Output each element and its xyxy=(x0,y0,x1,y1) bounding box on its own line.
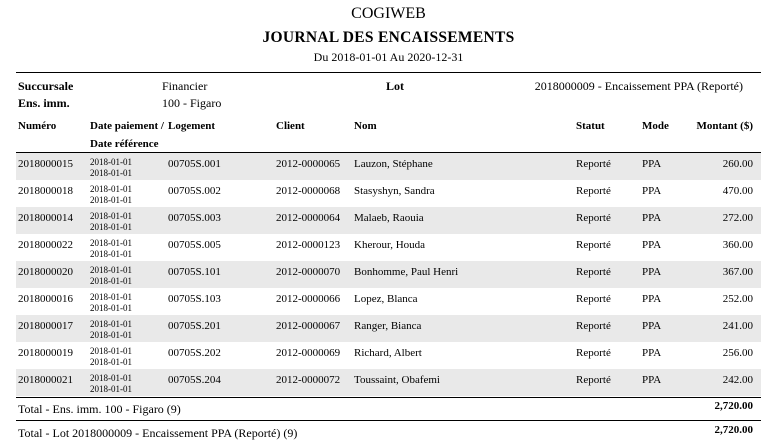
table-row xyxy=(16,153,761,180)
cell-numero: 2018000021 xyxy=(18,374,73,386)
cell-logement: 00705S.101 xyxy=(168,266,221,278)
cell-nom: Lopez, Blanca xyxy=(354,293,418,305)
cell-nom: Kherour, Houda xyxy=(354,239,426,251)
cell-nom: Stasyshyn, Sandra xyxy=(354,185,435,197)
lot-value: 2018000009 - Encaissement PPA (Reporté) xyxy=(534,79,743,93)
cell-nom: Richard, Albert xyxy=(354,347,422,359)
cell-mode: PPA xyxy=(642,347,662,359)
col-mode: Mode xyxy=(642,120,669,132)
col-client: Client xyxy=(276,120,305,132)
col-nom: Nom xyxy=(354,120,377,132)
cell-statut: Reporté xyxy=(576,158,611,170)
cell-logement: 00705S.005 xyxy=(168,239,221,251)
cell-date-reference: 2018-01-01 xyxy=(90,330,132,340)
table-row xyxy=(16,207,761,234)
cell-date-reference: 2018-01-01 xyxy=(90,357,132,367)
date-range: Du 2018-01-01 Au 2020-12-31 xyxy=(313,50,464,64)
ens-value: 100 - Figaro xyxy=(162,96,222,110)
cell-date-paiement: 2018-01-01 xyxy=(90,292,132,302)
table-row xyxy=(16,234,761,261)
cell-logement: 00705S.202 xyxy=(168,347,221,359)
cell-logement: 00705S.201 xyxy=(168,320,221,332)
cell-statut: Reporté xyxy=(576,212,611,224)
top-rule xyxy=(16,72,761,73)
cell-montant: 256.00 xyxy=(722,347,753,359)
cell-numero: 2018000018 xyxy=(18,185,73,197)
cell-mode: PPA xyxy=(642,374,662,386)
col-date-paiement: Date paiement / xyxy=(90,120,164,132)
cell-date-reference: 2018-01-01 xyxy=(90,249,132,259)
table-row xyxy=(16,288,761,315)
col-numero: Numéro xyxy=(18,120,57,132)
cell-nom: Ranger, Bianca xyxy=(354,320,422,332)
total-lot-value: 2,720.00 xyxy=(714,424,753,436)
cell-mode: PPA xyxy=(642,239,662,251)
cell-client: 2012-0000070 xyxy=(276,266,341,278)
cell-date-paiement: 2018-01-01 xyxy=(90,157,132,167)
total-rule xyxy=(16,420,761,421)
table-row xyxy=(16,261,761,288)
cell-mode: PPA xyxy=(642,320,662,332)
cell-date-paiement: 2018-01-01 xyxy=(90,184,132,194)
cell-statut: Reporté xyxy=(576,347,611,359)
cell-client: 2012-0000065 xyxy=(276,158,341,170)
cell-date-reference: 2018-01-01 xyxy=(90,276,132,286)
cell-montant: 360.00 xyxy=(722,239,753,251)
cell-numero: 2018000020 xyxy=(18,266,73,278)
cell-date-paiement: 2018-01-01 xyxy=(90,238,132,248)
table-row xyxy=(16,342,761,369)
cell-montant: 260.00 xyxy=(722,158,753,170)
rows-end-rule xyxy=(16,397,761,398)
report-title: JOURNAL DES ENCAISSEMENTS xyxy=(262,29,515,46)
total-ens-value: 2,720.00 xyxy=(714,400,753,412)
cell-numero: 2018000015 xyxy=(18,158,73,170)
cell-statut: Reporté xyxy=(576,185,611,197)
cell-client: 2012-0000066 xyxy=(276,293,341,305)
cell-mode: PPA xyxy=(642,212,662,224)
cell-client: 2012-0000067 xyxy=(276,320,341,332)
cell-client: 2012-0000069 xyxy=(276,347,341,359)
cell-logement: 00705S.001 xyxy=(168,158,221,170)
cell-date-paiement: 2018-01-01 xyxy=(90,319,132,329)
cell-date-paiement: 2018-01-01 xyxy=(90,265,132,275)
cell-client: 2012-0000123 xyxy=(276,239,341,251)
cell-logement: 00705S.103 xyxy=(168,293,221,305)
lot-label: Lot xyxy=(386,79,404,93)
total-lot-label: Total - Lot 2018000009 - Encaissement PPA (Reporté) (9) xyxy=(18,426,298,440)
cell-statut: Reporté xyxy=(576,266,611,278)
cell-nom: Bonhomme, Paul Henri xyxy=(354,266,459,278)
cell-nom: Malaeb, Raouia xyxy=(354,212,424,224)
cell-client: 2012-0000072 xyxy=(276,374,341,386)
cell-nom: Lauzon, Stéphane xyxy=(354,158,433,170)
cell-numero: 2018000022 xyxy=(18,239,73,251)
cell-statut: Reporté xyxy=(576,374,611,386)
cell-mode: PPA xyxy=(642,293,662,305)
cell-numero: 2018000014 xyxy=(18,212,73,224)
cell-montant: 241.00 xyxy=(722,320,753,332)
cell-statut: Reporté xyxy=(576,239,611,251)
cell-client: 2012-0000064 xyxy=(276,212,341,224)
cell-mode: PPA xyxy=(642,185,662,197)
table-row xyxy=(16,369,761,396)
cell-date-paiement: 2018-01-01 xyxy=(90,211,132,221)
col-montant: Montant ($) xyxy=(696,120,753,132)
cell-logement: 00705S.002 xyxy=(168,185,221,197)
cell-mode: PPA xyxy=(642,158,662,170)
succursale-value: Financier xyxy=(162,79,208,93)
cell-date-reference: 2018-01-01 xyxy=(90,168,132,178)
cell-montant: 367.00 xyxy=(722,266,753,278)
cell-date-reference: 2018-01-01 xyxy=(90,195,132,205)
cell-date-paiement: 2018-01-01 xyxy=(90,373,132,383)
table-row xyxy=(16,180,761,207)
cell-statut: Reporté xyxy=(576,293,611,305)
total-ens-label: Total - Ens. imm. 100 - Figaro (9) xyxy=(18,402,181,416)
cell-logement: 00705S.204 xyxy=(168,374,221,386)
cell-numero: 2018000016 xyxy=(18,293,73,305)
table-row xyxy=(16,315,761,342)
cell-numero: 2018000019 xyxy=(18,347,73,359)
cell-date-paiement: 2018-01-01 xyxy=(90,346,132,356)
cell-mode: PPA xyxy=(642,266,662,278)
cell-date-reference: 2018-01-01 xyxy=(90,222,132,232)
cell-montant: 242.00 xyxy=(722,374,753,386)
cell-client: 2012-0000068 xyxy=(276,185,341,197)
succursale-label: Succursale xyxy=(18,79,74,93)
cell-montant: 470.00 xyxy=(722,185,753,197)
col-date-reference: Date référence xyxy=(90,138,159,150)
cell-montant: 272.00 xyxy=(722,212,753,224)
cell-nom: Toussaint, Obafemi xyxy=(354,374,440,386)
cell-numero: 2018000017 xyxy=(18,320,73,332)
app-title: COGIWEB xyxy=(351,5,426,22)
cell-statut: Reporté xyxy=(576,320,611,332)
cell-date-reference: 2018-01-01 xyxy=(90,384,132,394)
cell-montant: 252.00 xyxy=(722,293,753,305)
col-logement: Logement xyxy=(168,120,216,132)
ens-label: Ens. imm. xyxy=(18,96,70,110)
col-statut: Statut xyxy=(576,120,605,132)
cell-logement: 00705S.003 xyxy=(168,212,221,224)
cell-date-reference: 2018-01-01 xyxy=(90,303,132,313)
